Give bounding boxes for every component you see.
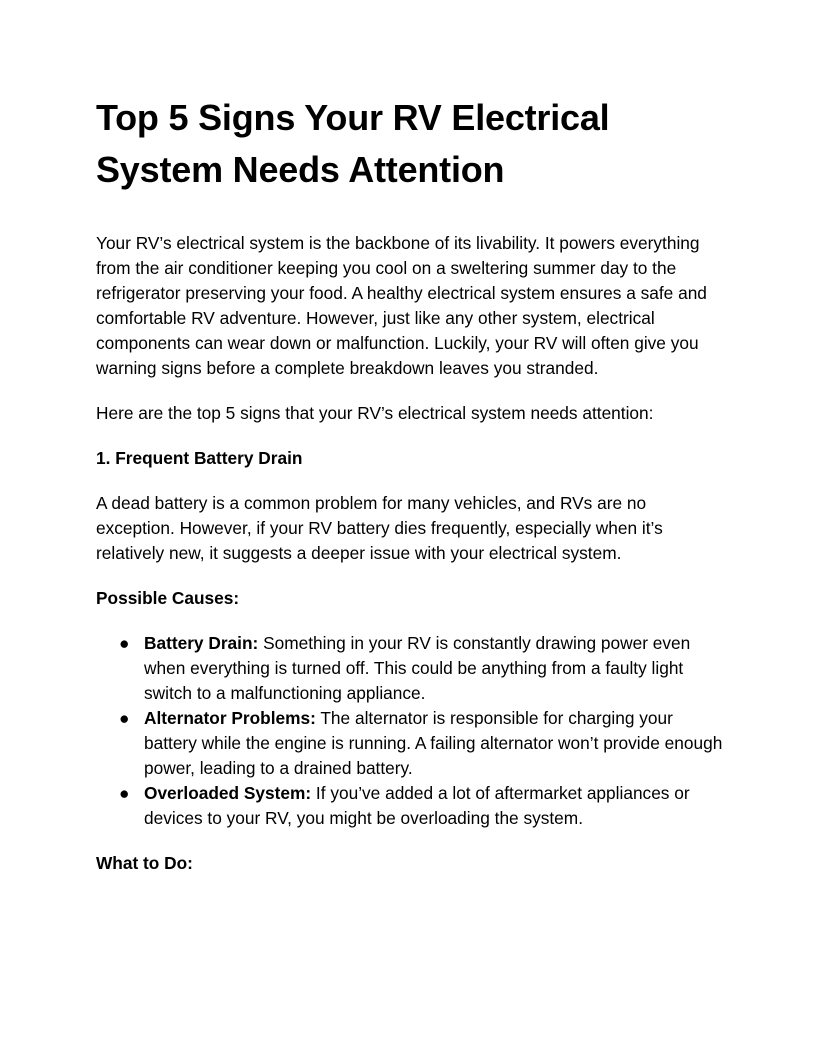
bullet-icon: ● <box>119 633 130 653</box>
section-body-paragraph: A dead battery is a common problem for many vehicles, and RVs are no exception. However, if your RV battery dies frequently, especially when it’s relatively new, it suggests a deeper issue with your electrical system. <box>96 493 663 563</box>
bullet-icon: ● <box>119 783 130 803</box>
list-item <box>96 706 724 781</box>
intro-paragraph: Your RV’s electrical system is the backbone of its livability. It powers everything from the air conditioner keeping you cool on a sweltering summer day to the refrigerator preserving your food. A healthy electrical system ensures a safe and comfortable RV adventure. However, just like any other system, electrical components can wear down or malfunction. Luckily, your RV will often give you warning signs before a complete breakdown leaves you stranded. <box>96 233 707 378</box>
list-item <box>96 631 724 706</box>
cause-term: Battery Drain: <box>144 633 259 653</box>
cause-text: Something in your RV is constantly drawing power even when everything is turned off. This could be anything from a faulty light switch to a malfunctioning appliance. <box>144 633 691 703</box>
document-page <box>96 92 724 876</box>
cause-term: Overloaded System: <box>144 783 312 803</box>
cause-text: The alternator is responsible for charging your battery while the engine is running. A failing alternator won’t provide enough power, leading to a drained battery. <box>144 708 723 778</box>
what-to-do-heading: What to Do: <box>96 853 193 873</box>
lead-paragraph: Here are the top 5 signs that your RV’s electrical system needs attention: <box>96 403 654 423</box>
causes-list <box>96 631 724 831</box>
section-heading-battery-drain: 1. Frequent Battery Drain <box>96 448 303 468</box>
page-title: Top 5 Signs Your RV Electrical System Needs Attention <box>96 97 610 190</box>
bullet-icon: ● <box>119 708 130 728</box>
list-item <box>96 781 724 831</box>
cause-term: Alternator Problems: <box>144 708 316 728</box>
possible-causes-heading: Possible Causes: <box>96 588 240 608</box>
cause-text: If you’ve added a lot of aftermarket appliances or devices to your RV, you might be overloading the system. <box>144 783 690 828</box>
